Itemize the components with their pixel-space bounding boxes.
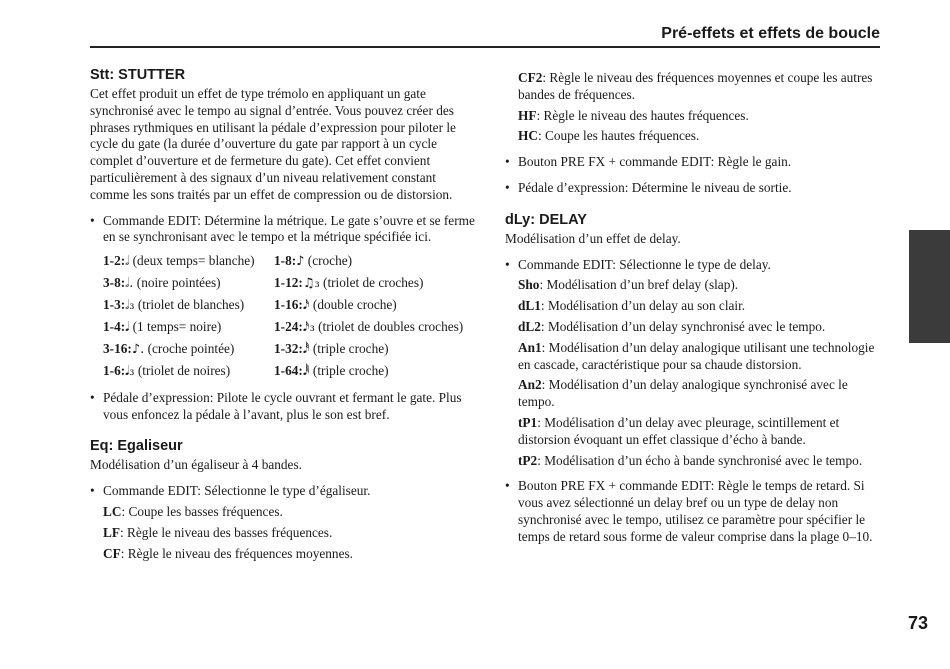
delay-time-text: • Bouton PRE FX + commande EDIT: Règle le temps de retard. Si vous avez sélectionné un delay bref ou un type de delay non synchronisé avec le tempo, utilisez ce paramètre pour spécifier le temps de retard sous forme de valeur comprise dans la plage 0–10. [518, 478, 873, 544]
definition-item [518, 128, 881, 145]
definition-text: : Règle le niveau des fréquences moyennes. [120, 545, 353, 561]
note-symbol-icon: 𝅘𝅥 [125, 320, 130, 336]
stutter-heading: Stt: STUTTER [90, 67, 186, 83]
meter-description: (1 temps= noire) [129, 319, 222, 335]
meter-description: (noire pointées) [133, 275, 221, 291]
definition-text: : Modélisation d’un delay au son clair. [540, 298, 746, 314]
stutter-pedal-text: • Pédale d’expression: Pilote le cycle ouvrant et fermant le gate. Plus vous enfoncez la pédale à l’avant, plus le son est bref. [103, 389, 462, 422]
definition-item [518, 453, 881, 470]
definition-item [518, 70, 881, 104]
page-header-title: Pré-effets et effets de boucle [661, 25, 880, 42]
left-column [90, 66, 476, 562]
meter-option [274, 253, 474, 271]
definition-item [518, 277, 881, 294]
definition-key: dL2 [518, 318, 541, 334]
definition-key: CF [103, 545, 121, 561]
meter-description: (triple croche) [309, 341, 389, 357]
delay-edit-text: • Commande EDIT: Sélectionne le type de delay. [518, 256, 771, 272]
definition-text: : Coupe les basses fréquences. [121, 504, 283, 520]
chapter-side-tab [909, 230, 950, 343]
note-symbol-icon: 𝅘𝅥𝅯₃ [302, 320, 315, 336]
meter-description: (deux temps= blanche) [129, 253, 255, 269]
definition-item [518, 377, 881, 411]
meter-key: 1-8: [274, 253, 297, 269]
meter-option [274, 363, 474, 381]
note-symbol-icon: 𝅘𝅥𝅱 [302, 364, 310, 380]
page-number: 73 [907, 613, 928, 633]
definition-key: Sho [518, 277, 540, 293]
meter-option [274, 297, 474, 315]
meter-key: 1-16: [274, 297, 303, 313]
definition-item [518, 108, 881, 125]
meter-description: (double croche) [309, 297, 397, 313]
note-symbol-icon: 𝅘𝅥₃ [125, 364, 135, 380]
eq-type-list [103, 504, 476, 562]
meter-key: 1-12: [274, 275, 303, 291]
definition-key: tP2 [518, 452, 538, 468]
meter-option [103, 297, 274, 315]
delay-type-list [518, 277, 881, 469]
note-symbol-icon: 𝅘𝅥𝅯 [302, 298, 310, 314]
definition-text: : Modélisation d’un delay analogique utilisant une technologie en cascade, caractéristique pour sa chaude distorsion. [518, 339, 875, 372]
definition-item [518, 319, 881, 336]
meter-key: 3-8: [103, 275, 126, 291]
meter-option [103, 341, 274, 359]
meter-option [274, 275, 474, 293]
stutter-edit-text: • Commande EDIT: Détermine la métrique. Le gate s’ouvre et se ferme en se synchronisant avec le tempo et la métrique spécifiée ici. [103, 212, 475, 245]
eq-pedal-text: • Pédale d’expression: Détermine le niveau de sortie. [518, 179, 792, 195]
definition-key: HC [518, 128, 538, 144]
meter-option [103, 275, 274, 293]
stutter-pedal-bullet [90, 390, 476, 424]
definition-item [103, 546, 476, 563]
delay-section [505, 211, 881, 546]
definition-key: An2 [518, 377, 542, 393]
eq-heading: Eq: Egaliseur [90, 438, 183, 455]
meter-option [103, 319, 274, 337]
delay-edit-bullet [505, 257, 881, 470]
meter-key: 1-4: [103, 319, 126, 335]
definition-item [518, 340, 881, 374]
eq-edit-bullet [90, 483, 476, 562]
header-rule [90, 46, 880, 48]
note-symbol-icon: ♪ [296, 254, 305, 270]
definition-key: An1 [518, 339, 542, 355]
stutter-section [90, 66, 476, 423]
meter-key: 3-16: [103, 341, 132, 357]
note-symbol-icon: 𝅗𝅥. [125, 276, 134, 292]
definition-key: dL1 [518, 298, 541, 314]
note-symbol-icon: 𝅗𝅥₃ [125, 298, 135, 314]
eq-gain-text: • Bouton PRE FX + commande EDIT: Règle le gain. [518, 154, 792, 170]
delay-description: Modélisation d’un effet de delay. [505, 230, 681, 246]
eq-pedal-bullet [505, 180, 881, 197]
definition-item [518, 298, 881, 315]
meter-description: (triple croche) [309, 363, 389, 379]
delay-time-bullet [505, 478, 881, 545]
right-column [505, 70, 881, 546]
definition-text: : Règle le niveau des fréquences moyennes et coupe les autres bandes de fréquences. [518, 70, 873, 102]
meter-key: 1-3: [103, 297, 126, 313]
stutter-edit-bullet [90, 213, 476, 381]
definition-key: LF [103, 524, 120, 540]
definition-text: : Modélisation d’un delay avec pleurage, scintillement et distorsion évoquant un effet classique d’écho à bande. [518, 414, 840, 447]
meter-key: 1-32: [274, 341, 303, 357]
stutter-description: Cet effet produit un effet de type trémolo en appliquant un gate synchronisé avec le tempo au signal d’entrée. Vous pouvez créer des phrases rythmiques en utilisant la pédale d’expression pour piloter le cycle du gate (la durée d’ouverture du gate par rapport à un cycle complet d’ouverture et de fermeture du gate). Cet effet convient particulièrement à des signaux d’un niveau relativement constant comme les sons traités par un effet de compression ou de distorsion. [90, 86, 456, 202]
definition-item [518, 415, 881, 449]
meter-description: (triolet de noires) [134, 363, 231, 379]
note-symbol-icon: ♪. [131, 342, 145, 358]
eq-edit-text: • Commande EDIT: Sélectionne le type d’égaliseur. [103, 483, 371, 499]
eq-description: Modélisation d’un égaliseur à 4 bandes. [90, 457, 302, 473]
meter-option [274, 319, 474, 337]
meter-option [274, 341, 474, 359]
meter-table [103, 253, 476, 381]
note-symbol-icon: 𝅘𝅥𝅰 [302, 342, 310, 358]
definition-text: : Modélisation d’un delay synchronisé avec le tempo. [540, 318, 826, 334]
delay-heading: dLy: DELAY [505, 211, 587, 228]
meter-description: (triolet de blanches) [134, 297, 245, 313]
eq-section [90, 437, 476, 562]
definition-key: LC [103, 504, 122, 520]
definition-text: : Modélisation d’un bref delay (slap). [539, 277, 739, 293]
definition-text: : Modélisation d’un écho à bande synchronisé avec le tempo. [537, 452, 863, 468]
meter-description: (triolet de doubles croches) [314, 319, 464, 335]
definition-text: : Règle le niveau des hautes fréquences. [536, 107, 749, 123]
meter-option [103, 363, 274, 381]
meter-key: 1-2: [103, 253, 126, 269]
meter-description: (triolet de croches) [319, 275, 424, 291]
definition-item [103, 525, 476, 542]
definition-key: HF [518, 107, 537, 123]
definition-item [103, 504, 476, 521]
meter-description: (croche pointée) [144, 341, 235, 357]
note-symbol-icon: ♫₃ [302, 276, 320, 292]
eq-type-list-continued [505, 70, 881, 145]
definition-text: : Modélisation d’un delay analogique synchronisé avec le tempo. [518, 377, 848, 410]
meter-key: 1-64: [274, 363, 303, 379]
meter-description: (croche) [304, 253, 353, 269]
note-symbol-icon: 𝅗𝅥 [125, 254, 130, 270]
meter-key: 1-6: [103, 363, 126, 379]
eq-gain-bullet [505, 154, 881, 171]
definition-key: CF2 [518, 70, 543, 85]
meter-option [103, 253, 274, 271]
definition-text: : Règle le niveau des basses fréquences. [120, 524, 333, 540]
definition-text: : Coupe les hautes fréquences. [537, 128, 700, 144]
meter-key: 1-24: [274, 319, 303, 335]
definition-key: tP1 [518, 414, 538, 430]
